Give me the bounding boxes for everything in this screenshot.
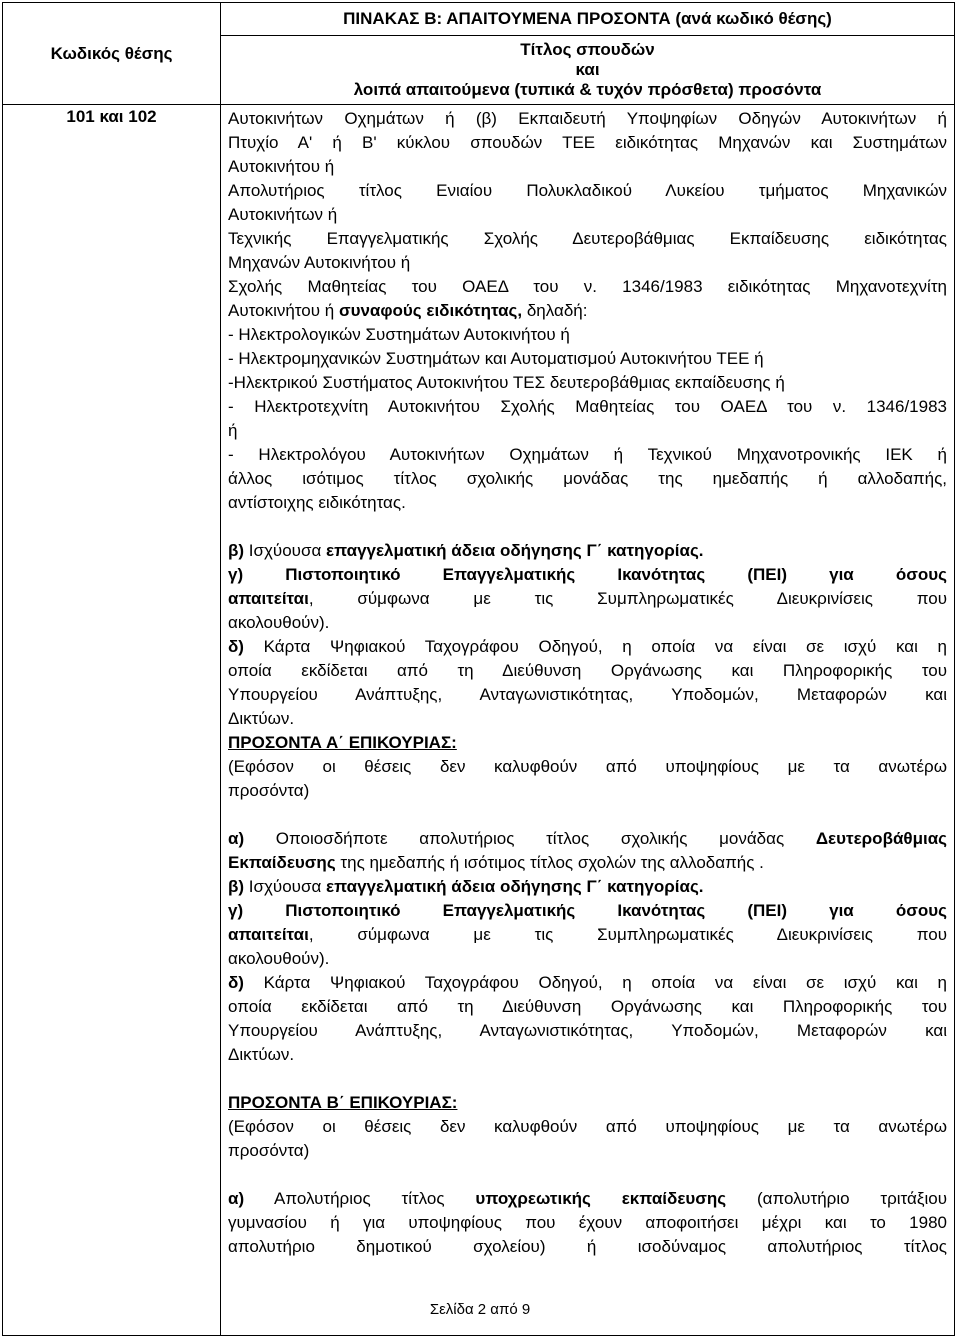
text-line: αντίστοιχης ειδικότητας. [228, 493, 406, 512]
text-line: (Εφόσον οι θέσεις δεν καλυφθούν από υποψηφίους με τα ανωτέρω [228, 757, 947, 776]
position-code: 101 και 102 [3, 105, 221, 1336]
requirement-a: α) Οποιοσδήποτε απολυτήριος τίτλος σχολικής μονάδας Δευτεροβάθμιας [228, 829, 947, 848]
text-line: γυμνασίου ή για υποψηφίους που έχουν αποφοιτήσει μέχρι και το 1980 [228, 1213, 947, 1232]
text-line: Τεχνικής Επαγγελματικής Σχολής Δευτεροβάθμιας Εκπαίδευσης ειδικότητας [228, 229, 947, 248]
text-line: (Εφόσον οι θέσεις δεν καλυφθούν από υποψηφίους με τα ανωτέρω [228, 1117, 947, 1136]
section-title-b: ΠΡΟΣΟΝΤΑ Β΄ ΕΠΙΚΟΥΡΙΑΣ: [228, 1093, 458, 1112]
text-line: - Ηλεκτρολογικών Συστημάτων Αυτοκινήτου ή [228, 325, 570, 344]
text-line: Αυτοκινήτου ή συναφούς ειδικότητας, δηλαδή: [228, 301, 588, 320]
text-line: -Ηλεκτρικού Συστήματος Αυτοκινήτου ΤΕΣ δευτεροβάθμιας εκπαίδευσης ή [228, 373, 785, 392]
table-title: ΠΙΝΑΚΑΣ Β: ΑΠΑΙΤΟΥΜΕΝΑ ΠΡΟΣΟΝΤΑ (ανά κωδικό θέσης) [221, 3, 955, 36]
requirement-b: β) Ισχύουσα επαγγελματική άδεια οδήγησης Γ΄ κατηγορίας. [228, 877, 704, 896]
text-line: - Ηλεκτρομηχανικών Συστημάτων και Αυτοματισμού Αυτοκινήτου ΤΕΕ ή [228, 349, 764, 368]
text-line: Δικτύων. [228, 709, 295, 728]
text-line: Αυτοκινήτων ή [228, 205, 338, 224]
requirement-d: δ) Κάρτα Ψηφιακού Ταχογράφου Οδηγού, η οποία να είναι σε ισχύ και η [228, 637, 947, 656]
text-line: προσόντα) [228, 1141, 310, 1160]
text-line: Μηχανών Αυτοκινήτου ή [228, 253, 411, 272]
text-line: Απολυτήριος τίτλος Ενιαίου Πολυκλαδικού Λυκείου τμήματος Μηχανικών [228, 181, 947, 200]
text-line: Υπουργείου Ανάπτυξης, Ανταγωνιστικότητας, Υποδομών, Μεταφορών και [228, 685, 947, 704]
text-line: απαιτείται, σύμφωνα με τις Συμπληρωματικές Διευκρινίσεις που [228, 589, 947, 608]
text-line: Υπουργείου Ανάπτυξης, Ανταγωνιστικότητας, Υποδομών, Μεταφορών και [228, 1021, 947, 1040]
text-line: - Ηλεκτροτεχνίτη Αυτοκινήτου Σχολής Μαθητείας του ΟΑΕΔ του ν. 1346/1983 [228, 397, 947, 416]
header-line-2: και [575, 60, 600, 79]
text-line: ακολουθούν). [228, 949, 330, 968]
requirements-table [2, 2, 955, 1336]
requirement-g: γ) Πιστοποιητικό Επαγγελματικής Ικανότητας (ΠΕΙ) για όσους [228, 901, 947, 920]
text-line: Σχολής Μαθητείας του ΟΑΕΔ του ν. 1346/1983 ειδικότητας Μηχανοτεχνίτη [228, 277, 947, 296]
column-header-code: Κωδικός θέσης [3, 3, 221, 105]
section-title-a: ΠΡΟΣΟΝΤΑ Α΄ ΕΠΙΚΟΥΡΙΑΣ: [228, 733, 457, 752]
text-line: άλλος ισότιμος τίτλος σχολικής μονάδας της ημεδαπής ή αλλοδαπής, [228, 469, 947, 488]
text-line: απαιτείται, σύμφωνα με τις Συμπληρωματικές Διευκρινίσεις που [228, 925, 947, 944]
requirement-a-b: α) Απολυτήριος τίτλος υποχρεωτικής εκπαίδευσης (απολυτήριο τριτάξιου [228, 1189, 947, 1208]
requirement-d: δ) Κάρτα Ψηφιακού Ταχογράφου Οδηγού, η οποία να είναι σε ισχύ και η [228, 973, 947, 992]
header-line-3: λοιπά απαιτούμενα (τυπικά & τυχόν πρόσθετα) προσόντα [353, 80, 822, 99]
text-line: Εκπαίδευσης της ημεδαπής ή ισότιμος τίτλος σχολών της αλλοδαπής . [228, 853, 764, 872]
text-line: Αυτοκινήτου ή [228, 157, 335, 176]
requirement-b: β) Ισχύουσα επαγγελματική άδεια οδήγησης Γ΄ κατηγορίας. [228, 541, 704, 560]
text-line: Δικτύων. [228, 1045, 295, 1064]
text-line: απολυτήριο δημοτικού σχολείου) ή ισοδύναμος απολυτήριος τίτλος [228, 1237, 947, 1256]
text-line: οποία εκδίδεται από τη Διεύθυνση Οργάνωσης και Πληροφορικής του [228, 661, 947, 680]
text-line: - Ηλεκτρολόγου Αυτοκινήτων Οχημάτων ή Τεχνικού Μηχανοτρονικής ΙΕΚ ή [228, 445, 947, 464]
text-line: Αυτοκινήτων Οχημάτων ή (β) Εκπαιδευτή Υποψηφίων Οδηγών Αυτοκινήτων ή [228, 109, 947, 128]
text-line: ή [228, 421, 238, 440]
header-line-1: Τίτλος σπουδών [520, 40, 655, 59]
text-line: οποία εκδίδεται από τη Διεύθυνση Οργάνωσης και Πληροφορικής του [228, 997, 947, 1016]
text-line: ακολουθούν). [228, 613, 330, 632]
page-number: Σελίδα 2 από 9 [429, 1301, 531, 1318]
text-line: προσόντα) [228, 781, 310, 800]
requirement-g: γ) Πιστοποιητικό Επαγγελματικής Ικανότητας (ΠΕΙ) για όσους [228, 565, 947, 584]
text-line: Πτυχίο Α' ή Β' κύκλου σπουδών ΤΕΕ ειδικότητας Μηχανών και Συστημάτων [228, 133, 947, 152]
requirements-text [221, 105, 955, 1336]
column-header-requirements [221, 36, 955, 105]
